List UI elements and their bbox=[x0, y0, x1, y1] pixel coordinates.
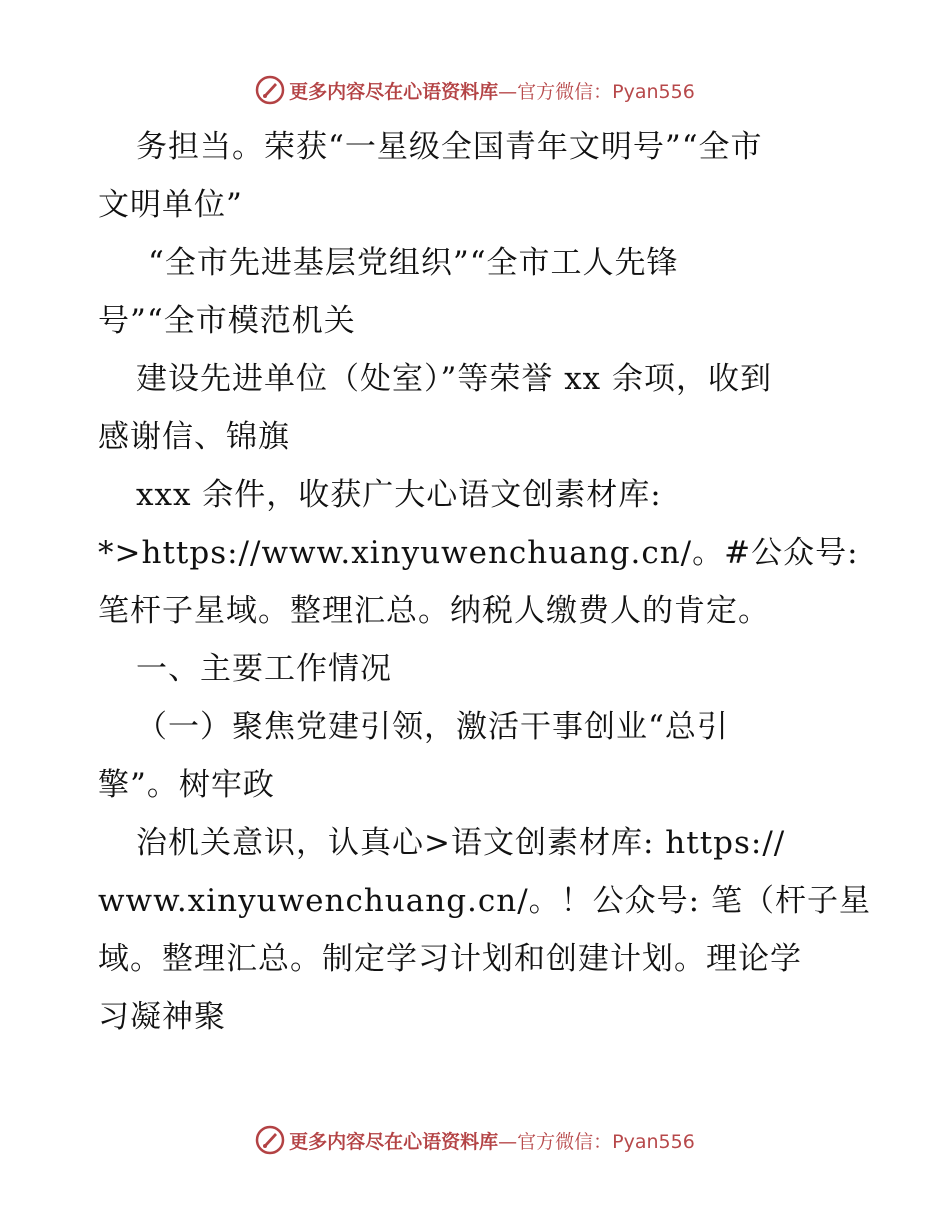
text-line: “全市先进基层党组织”“全市工人先锋 bbox=[148, 245, 679, 281]
watermark-brand: 更多内容尽在心语资料库 bbox=[289, 1130, 499, 1153]
header-watermark bbox=[0, 70, 950, 110]
text-line: *>https://www.xinyuwenchuang.cn/。#公众号: bbox=[98, 535, 859, 571]
section-heading: 一、主要工作情况 bbox=[136, 651, 392, 687]
text-line: 习凝神聚 bbox=[98, 999, 226, 1035]
text-line: xxx 余件，收获广大心语文创素材库: bbox=[136, 477, 662, 513]
watermark-brand: 更多内容尽在心语资料库 bbox=[289, 80, 499, 103]
text-line: 笔杆子星域。整理汇总。纳税人缴费人的肯定。 bbox=[98, 593, 770, 629]
footer-watermark bbox=[0, 1120, 950, 1160]
brand-logo-icon bbox=[255, 1125, 285, 1155]
document-body bbox=[98, 118, 871, 1046]
watermark-contact: —官方微信：Pyan556 bbox=[498, 80, 695, 103]
text-line: www.xinyuwenchuang.cn/。！公众号: 笔（杆子星 bbox=[98, 883, 871, 919]
subsection-heading: （一）聚焦党建引领，激活干事创业“总引 bbox=[136, 709, 729, 745]
text-line: 建设先进单位（处室）”等荣誉 xx 余项，收到 bbox=[136, 361, 773, 397]
text-line: 擎”。树牢政 bbox=[98, 767, 275, 803]
text-line: 号”“全市模范机关 bbox=[98, 303, 356, 339]
text-line: 域。整理汇总。制定学习计划和创建计划。理论学 bbox=[98, 941, 802, 977]
watermark-contact: —官方微信：Pyan556 bbox=[498, 1130, 695, 1153]
text-line: 务担当。荣获“一星级全国青年文明号”“全市 bbox=[136, 129, 763, 165]
text-line: 感谢信、锦旗 bbox=[98, 419, 290, 455]
brand-logo-icon bbox=[255, 75, 285, 105]
text-line: 治机关意识，认真心>语文创素材库: https:// bbox=[136, 825, 786, 861]
text-line: 文明单位” bbox=[98, 187, 243, 223]
